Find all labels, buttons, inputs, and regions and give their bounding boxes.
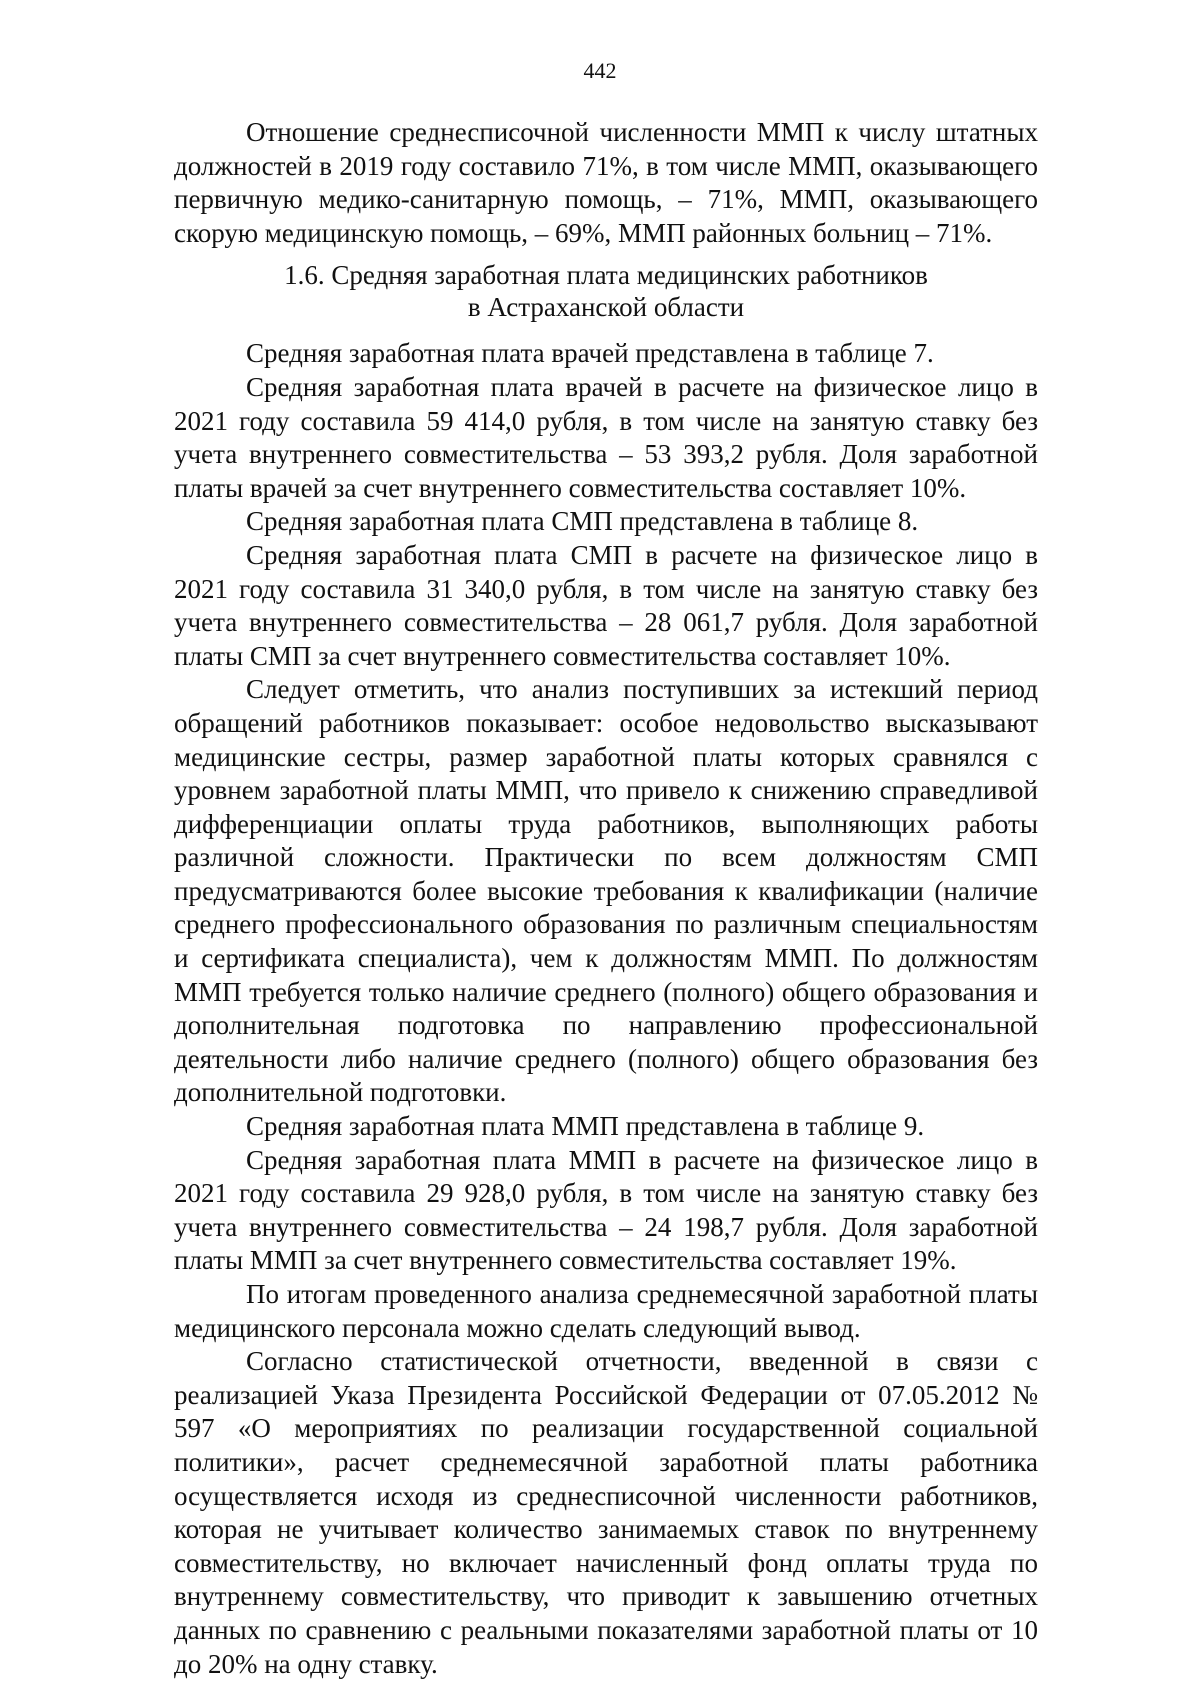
paragraph-smp-salary: Средняя заработная плата СМП в расчете на физическое лицо в 2021 году составила 31 340,0 рубля, в том числе на занятую ставку без учета внутреннего совместительства – 28 061,7 рубля. Доля заработной платы СМП за счет внутреннего совместительства составляет 10%. [174,539,1038,671]
intro-paragraph: Отношение среднесписочной численности ММП к числу штатных должностей в 2019 году составило 71%, в том числе ММП, оказывающего первичную медико-санитарную помощь, – 71%, ММП, оказывающего скорую медицинскую помощь, – 69%, ММП районных больниц – 71%. [174,117,1038,248]
paragraph-analysis: Следует отметить, что анализ поступивших за истекший период обращений работников показывает: особое недовольство высказывают медицинские сестры, размер заработной платы которых сравнялся с уровнем заработной платы ММП, что привело к снижению справедливой дифференциации оплаты труда работников, выполняющих работы различной сложности. Практически по всем должностям СМП предусматриваются более высокие требования к квалификации (наличие среднего профессионального образования по различным специальностям и сертификата специалиста), чем к должностям ММП. По должностям ММП требуется только наличие среднего (полного) общего образования и дополнительная подготовка по направлению профессиональной деятельности либо наличие среднего (полного) общего образования без дополнительной подготовки. [174,674,1038,1108]
section-title-line-1: 1.6. Средняя заработная плата медицинских работников [284,260,928,291]
paragraph-doctors-salary: Средняя заработная плата врачей в расчете на физическое лицо в 2021 году составила 59 414,0 рубля, в том числе на занятую ставку без учета внутреннего совместительства – 53 393,2 рубля. Доля заработной платы врачей за счет внутреннего совместительства составляет 10%. [174,371,1038,503]
paragraph-statistics: Согласно статистической отчетности, введенной в связи с реализацией Указа Президента Российской Федерации от 07.05.2012 № 597 «О мероприятиях по реализации государственной социальной политики», расчет среднемесячной заработной платы работника осуществляется исходя из среднесписочной численности работников, которая не учитывает количество занимаемых ставок по внутреннему совместительству, но включает начисленный фонд оплаты труда по внутреннему совместительству, что приводит к завышению отчетных данных по сравнению с реальными показателями заработной платы от 10 до 20% на одну ставку. [174,1346,1038,1679]
section-heading [174,259,1038,323]
paragraph-smp-table-ref: Средняя заработная плата СМП представлена в таблице 8. [246,506,919,537]
page-number: 442 [583,58,617,83]
section-title-line-2: в Астраханской области [467,292,745,323]
paragraph-conclusion-intro: По итогам проведенного анализа среднемесячной заработной платы медицинского персонала можно сделать следующий вывод. [174,1279,1038,1343]
document-body [174,116,1038,1681]
paragraph-doctors-table-ref: Средняя заработная плата врачей представлена в таблице 7. [246,338,934,369]
paragraph-mmp-salary: Средняя заработная плата ММП в расчете на физическое лицо в 2021 году составила 29 928,0 рубля, в том числе на занятую ставку без учета внутреннего совместительства – 24 198,7 рубля. Доля заработной платы ММП за счет внутреннего совместительства составляет 19%. [174,1144,1038,1276]
paragraph-mmp-table-ref: Средняя заработная плата ММП представлена в таблице 9. [246,1111,925,1142]
